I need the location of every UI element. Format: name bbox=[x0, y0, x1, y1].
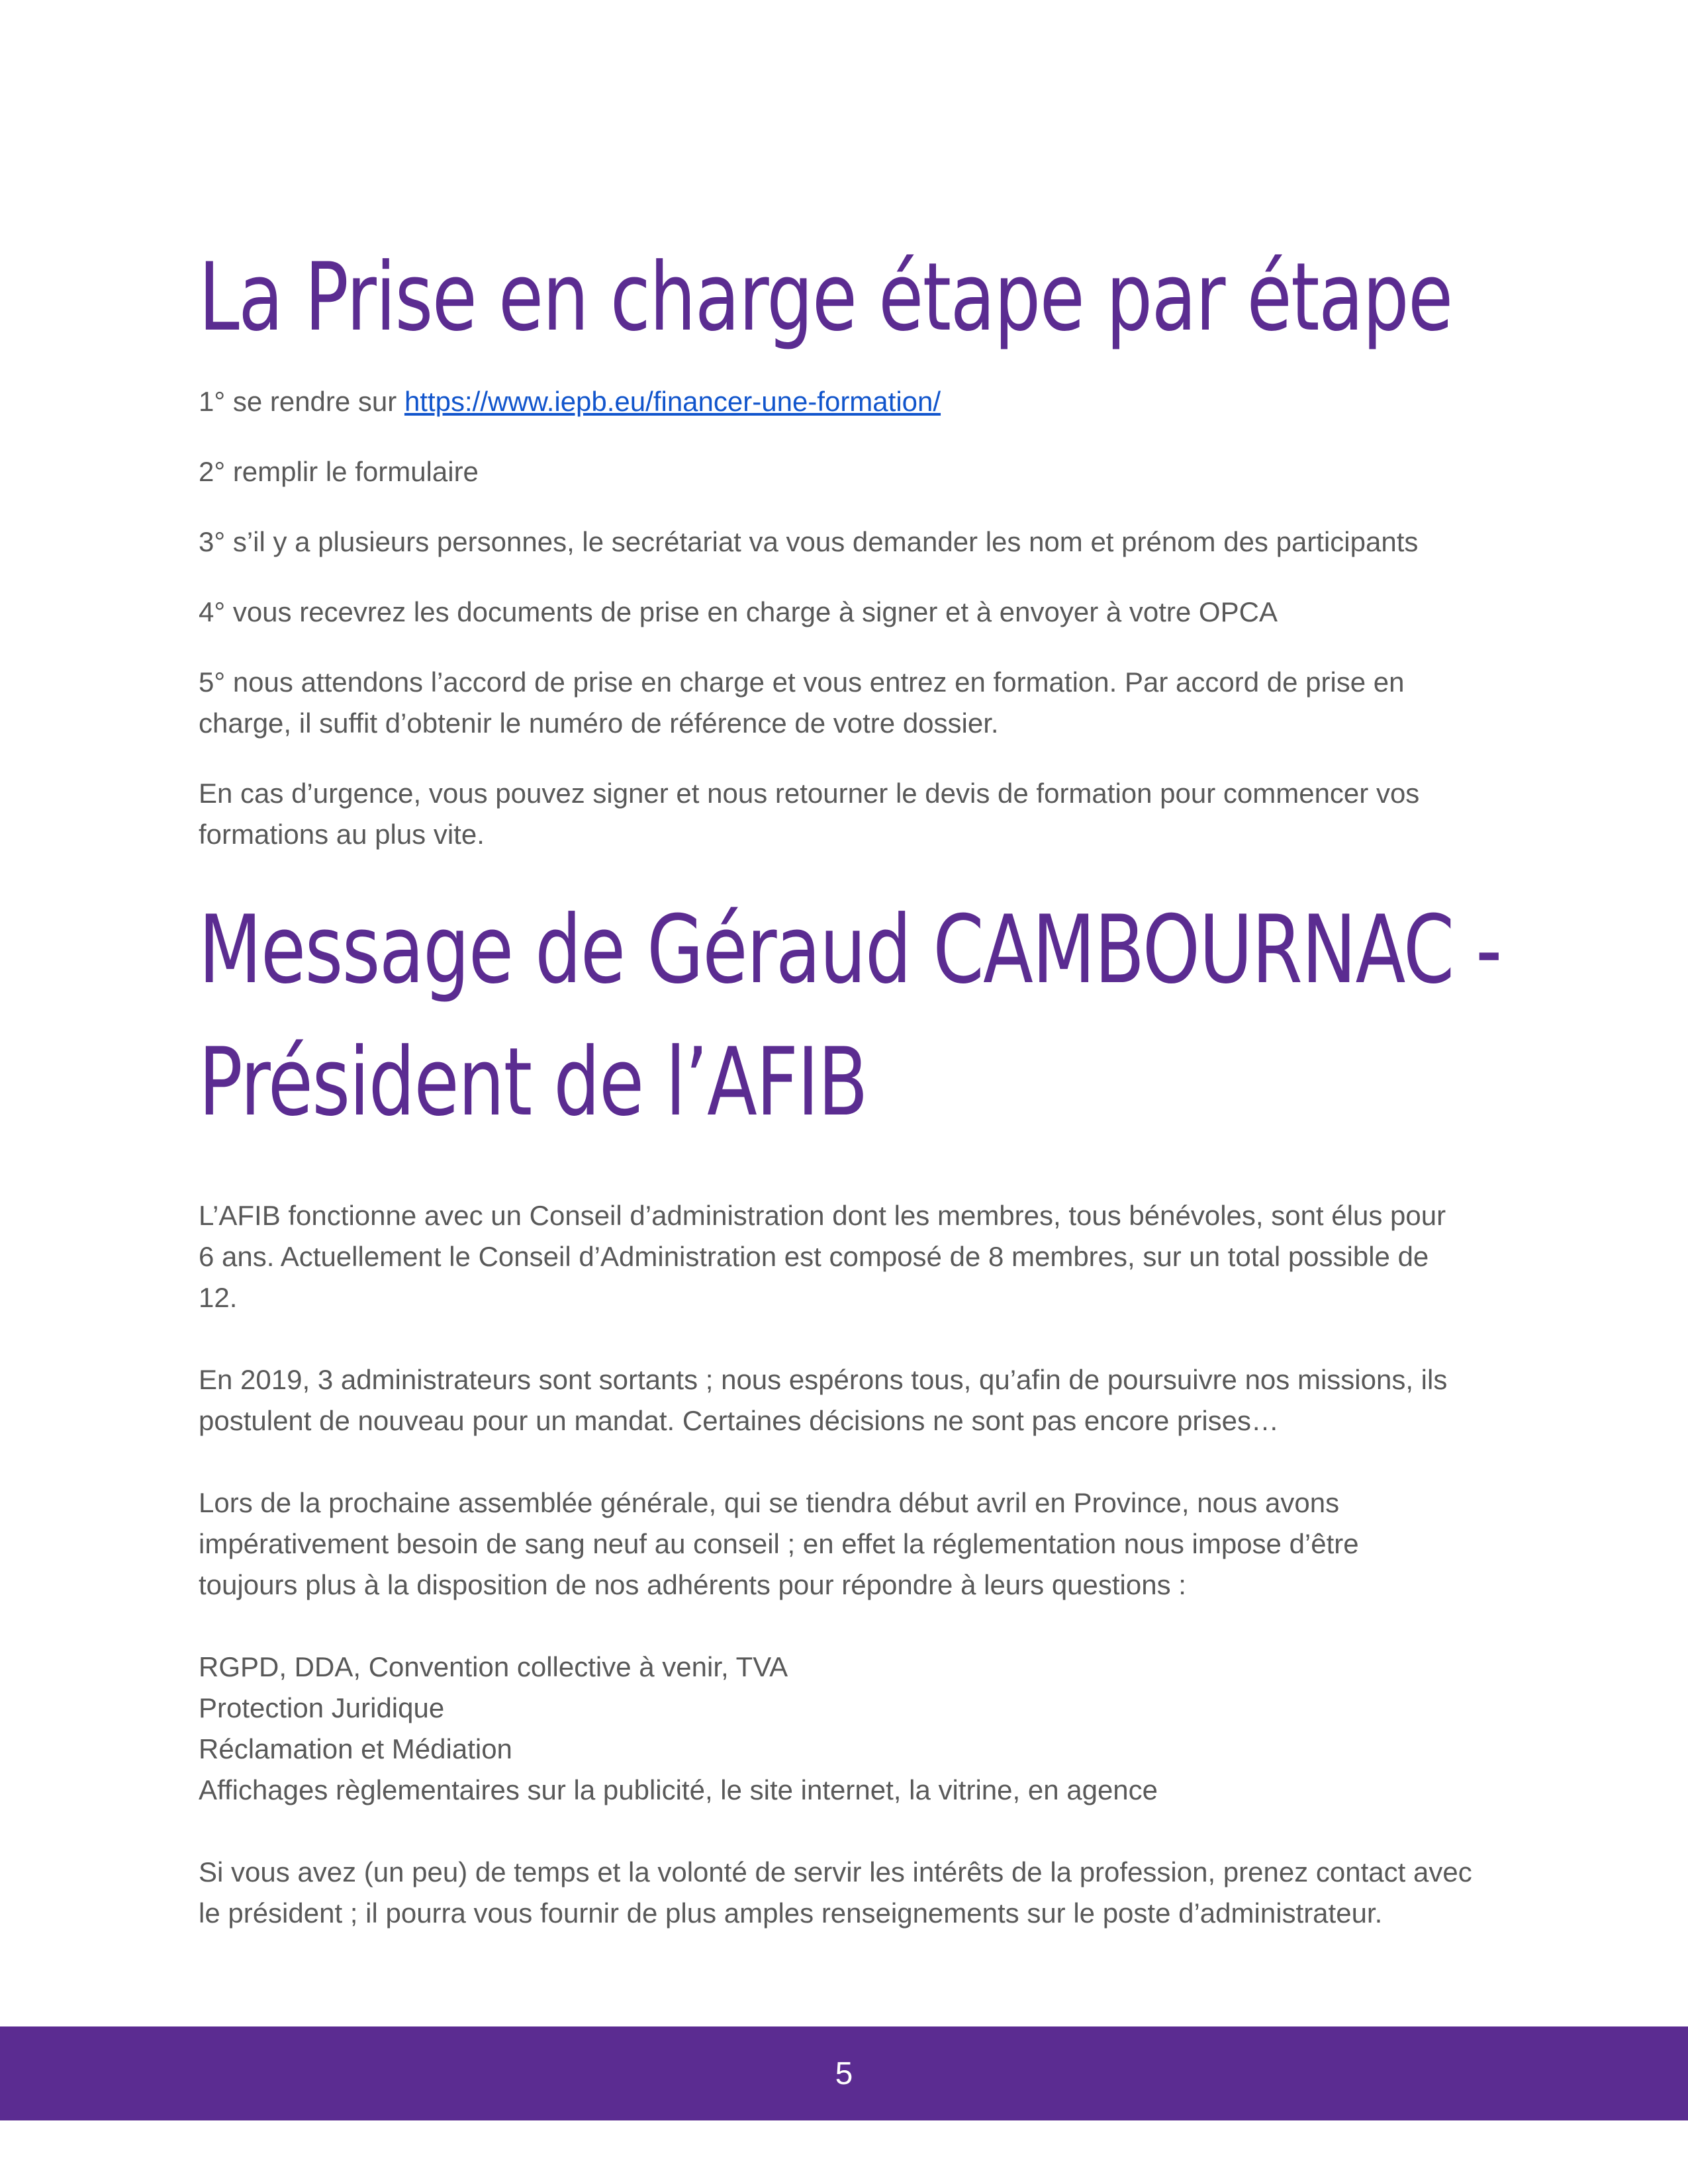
topic-item: Affichages règlementaires sur la publicité, le site internet, la vitrine, en agence bbox=[199, 1774, 1158, 1805]
paragraph-administrateurs-line-2: postulent de nouveau pour un mandat. Certaines décisions ne sont pas encore prises… bbox=[199, 1405, 1280, 1436]
section-title-message bbox=[199, 884, 1501, 1149]
topics-list bbox=[199, 1647, 1509, 1811]
step-5-line-1: 5° nous attendons l’accord de prise en charge et vous entrez en formation. Par accord de prise en bbox=[199, 666, 1405, 698]
paragraph-contact-line-1: Si vous avez (un peu) de temps et la volonté de servir les intérêts de la profession, prenez contact avec bbox=[199, 1856, 1472, 1888]
message-section bbox=[199, 884, 1509, 1934]
footer-bar bbox=[0, 2026, 1688, 2120]
step-5-line-2: charge, il suffit d’obtenir le numéro de référence de votre dossier. bbox=[199, 707, 999, 739]
urgent-note-line-2: formations au plus vite. bbox=[199, 819, 485, 850]
step-2: 2° remplir le formulaire bbox=[199, 456, 479, 487]
section-title-message-line-1: Message de Géraud CAMBOURNAC - bbox=[199, 895, 1501, 1005]
step-1-text: 1° se rendre sur bbox=[199, 386, 404, 417]
paragraph-assemblee-line-3: toujours plus à la disposition de nos adhérents pour répondre à leurs questions : bbox=[199, 1569, 1186, 1600]
urgent-note-line-1: En cas d’urgence, vous pouvez signer et nous retourner le devis de formation pour commencer vos bbox=[199, 778, 1420, 809]
page-content bbox=[199, 238, 1509, 1975]
paragraph-conseil-line-3: 12. bbox=[199, 1282, 238, 1313]
page-number: 5 bbox=[835, 2056, 853, 2091]
paragraph-contact-line-2: le président ; il pourra vous fournir de plus amples renseignements sur le poste d’administrateur. bbox=[199, 1897, 1383, 1929]
section-title-message-line-2: Président de l’AFIB bbox=[199, 1028, 867, 1137]
topic-item: Protection Juridique bbox=[199, 1692, 445, 1723]
paragraph-conseil-line-2: 6 ans. Actuellement le Conseil d’Administration est composé de 8 membres, sur un total possible de bbox=[199, 1241, 1429, 1272]
step-1 bbox=[199, 381, 1509, 422]
financer-formation-link[interactable]: https://www.iepb.eu/financer-une-formation/ bbox=[404, 386, 941, 417]
paragraph-assemblee bbox=[199, 1482, 1509, 1606]
topic-item: RGPD, DDA, Convention collective à venir, TVA bbox=[199, 1651, 788, 1682]
paragraph-administrateurs-line-1: En 2019, 3 administrateurs sont sortants ; nous espérons tous, qu’afin de poursuivre nos missions, ils bbox=[199, 1364, 1448, 1395]
step-3: 3° s’il y a plusieurs personnes, le secrétariat va vous demander les nom et prénom des participants bbox=[199, 526, 1419, 557]
paragraph-assemblee-line-2: impérativement besoin de sang neuf au conseil ; en effet la réglementation nous impose d’être bbox=[199, 1528, 1359, 1559]
paragraph-conseil-line-1: L’AFIB fonctionne avec un Conseil d’administration dont les membres, tous bénévoles, sont élus pour bbox=[199, 1200, 1446, 1231]
topic-item: Réclamation et Médiation bbox=[199, 1733, 512, 1764]
paragraph-conseil bbox=[199, 1195, 1509, 1318]
paragraph-contact bbox=[199, 1852, 1509, 1934]
urgent-note bbox=[199, 773, 1509, 855]
paragraph-assemblee-line-1: Lors de la prochaine assemblée générale, qui se tiendra début avril en Province, nous avons bbox=[199, 1487, 1340, 1518]
section-title-prise-en-charge: La Prise en charge étape par étape bbox=[199, 243, 1452, 352]
paragraph-administrateurs bbox=[199, 1359, 1509, 1441]
step-4: 4° vous recevrez les documents de prise en charge à signer et à envoyer à votre OPCA bbox=[199, 596, 1278, 627]
step-5 bbox=[199, 662, 1509, 744]
